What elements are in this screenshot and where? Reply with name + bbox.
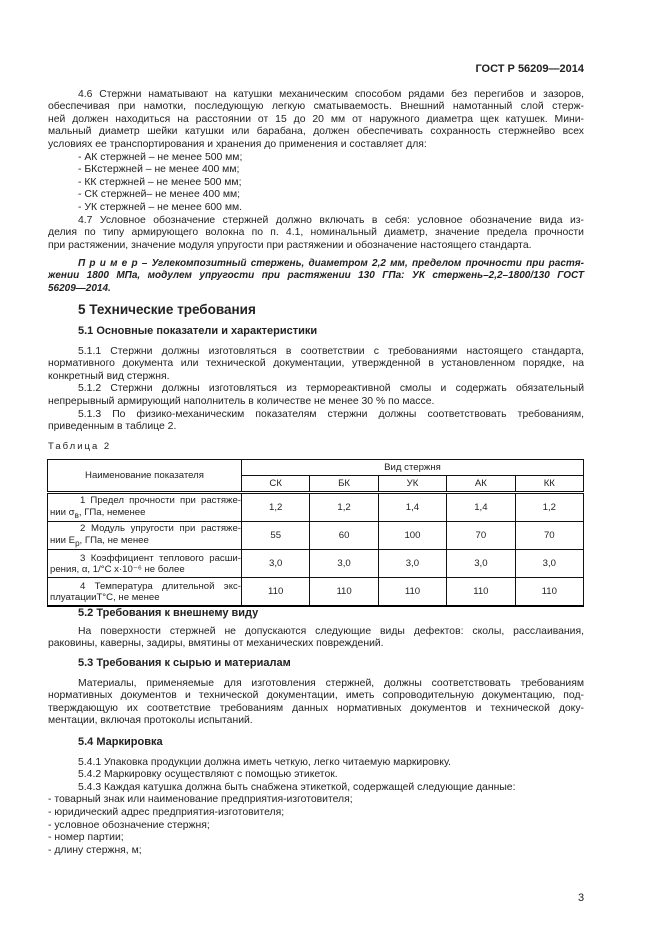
- text-line: 5.4.1 Упаковка продукции должна иметь четкую, легко читаемую маркировку.: [78, 756, 451, 768]
- text-line: 4.6 Стержни наматывают на катушки механическим способом рядами без перегибов и зазоров,: [78, 88, 584, 100]
- text-line: непрерывный армирующий наполнитель в количестве не менее 30 % по массе.: [48, 396, 435, 408]
- subsection-heading: 5.1 Основные показатели и характеристики: [78, 324, 318, 337]
- table-cell: 70: [515, 522, 583, 550]
- text-line: П р и м е р – Углекомпозитный стержень, диаметром 2,2 мм, пределом прочности при растя-: [78, 257, 584, 269]
- column-header: БК: [310, 476, 378, 493]
- text-line: ментации, включая протоколы испытаний.: [48, 715, 253, 727]
- label-text: плуатацииТ°С, не менее: [50, 592, 160, 603]
- label-line: 2 Модуль упругости при растяже-: [80, 523, 241, 535]
- table-cell: 100: [378, 522, 446, 550]
- table-cell: 110: [242, 578, 310, 607]
- table-caption: Таблица 2: [48, 441, 112, 452]
- text-line: На поверхности стержней не допускаются следующие виды дефектов: сколы, расслаивания,: [78, 625, 584, 637]
- list-item: - условное обозначение стержня;: [48, 819, 210, 831]
- table-row: [48, 493, 584, 522]
- text-line: обеспечивая при намотки, последующую легкую сматываемость. Внешний намотанный слой стерж-: [48, 101, 584, 113]
- table-cell: 3,0: [447, 550, 515, 578]
- label-line: [50, 592, 241, 604]
- text-line: нормативных документов и технической документации, иметь сопроводительную документацию, под-: [48, 690, 584, 702]
- text-line: 5.4.2 Маркировку осуществляют с помощью этикеток.: [78, 769, 338, 781]
- table-cell: 110: [447, 578, 515, 607]
- label-line: [50, 564, 241, 576]
- label-text: нии E: [50, 534, 76, 546]
- table-row: [48, 578, 584, 607]
- text-line: нормативного документа или технической документации, утвержденной в установленном порядке, на: [48, 358, 584, 370]
- text-line: мальный диаметр шейки катушки или барабана, должен обеспечивать сохранность стержнейво всех: [48, 126, 584, 138]
- text-line: условиях ее транспортирования и хранения до применения и составляет для:: [48, 139, 427, 151]
- column-header: Наименование показателя: [48, 460, 242, 493]
- row-label: [48, 522, 242, 550]
- text-line: раковины, каверны, задиры, вмятины от механических повреждений.: [48, 638, 384, 650]
- table-cell: 1,4: [447, 493, 515, 522]
- column-header: СК: [242, 476, 310, 493]
- section-heading: 5 Технические требования: [78, 302, 256, 317]
- row-label: [48, 578, 242, 607]
- table-row: [48, 550, 584, 578]
- label-subscript: р: [75, 538, 80, 548]
- text-line: делия по типу армирующего волокна по п. 4.1, номинальный диаметр, значение предела прочности: [48, 227, 584, 239]
- clause-5-1: [48, 346, 584, 434]
- table-row: [48, 522, 584, 550]
- subsection-heading: 5.2 Требования к внешнему виду: [78, 606, 259, 619]
- group-header: Вид стержня: [242, 460, 584, 476]
- subsection-heading: 5.3 Требования к сырью и материалам: [78, 656, 291, 669]
- table-cell: 3,0: [515, 550, 583, 578]
- example-note: [48, 258, 584, 296]
- table-cell: 3,0: [242, 550, 310, 578]
- table-cell: 1,2: [310, 493, 378, 522]
- list-item: - БКстержней – не менее 400 мм;: [78, 164, 240, 176]
- text-line: при растяжении, значение модуля упругости при растяжении и обозначение настоящего стандарта.: [48, 239, 532, 251]
- row-label: [48, 550, 242, 578]
- column-header: КК: [515, 476, 583, 493]
- text-line: тверждающую их соответствие требованиям данных нормативных документов и технической доку-: [48, 702, 584, 714]
- table-cell: 70: [447, 522, 515, 550]
- text-line: приведенным в таблице 2.: [48, 421, 177, 433]
- list-item: - СК стержней– не менее 400 мм;: [78, 189, 241, 201]
- document-header: ГОСТ Р 56209—2014: [475, 63, 584, 75]
- properties-table: [47, 459, 584, 607]
- list-item: - КК стержней – не менее 500 мм;: [78, 176, 242, 188]
- label-subscript: в: [74, 510, 79, 520]
- text-line: 56209—2014.: [48, 282, 111, 294]
- text-line: конкретный вид стержня.: [48, 370, 170, 382]
- list-item: - товарный знак или наименование предприятия-изготовителя;: [48, 794, 353, 806]
- table-cell: 3,0: [310, 550, 378, 578]
- label-text: , ГПа, неменее: [78, 506, 146, 518]
- text-line: 5.1.2 Стержни должны изготовляться из термореактивной смолы и содержать обязательный: [78, 383, 584, 395]
- text-line: 5.1.1 Стержни должны изготовляться в соответствии с требованиями настоящего стандарта,: [78, 345, 584, 357]
- text-line: жении 1800 МПа, модулем упругости при растяжении 130 ГПа: УК стержень–2,2–1800/130 ГОСТ: [48, 270, 584, 282]
- table-cell: 1,2: [242, 493, 310, 522]
- table-cell: 1,2: [515, 493, 583, 522]
- text-line: Материалы, применяемые для изготовления стержней, должны соответствовать требованиям: [78, 677, 584, 689]
- label-text: , ГПа, не менее: [79, 534, 149, 546]
- text-line: 5.4.3 Каждая катушка должна быть снабжена этикеткой, содержащей следующие данные:: [78, 781, 516, 793]
- table-cell: 60: [310, 522, 378, 550]
- list-item: - длину стержня, м;: [48, 844, 142, 856]
- clause-5-3: [48, 678, 584, 728]
- table-cell: 3,0: [378, 550, 446, 578]
- label-text: нии σ: [50, 506, 75, 518]
- table-cell: 110: [310, 578, 378, 607]
- table-cell: 55: [242, 522, 310, 550]
- label-line: [50, 507, 241, 521]
- list-item: - юридический адрес предприятия-изготовителя;: [48, 807, 285, 819]
- table-cell: 110: [378, 578, 446, 607]
- list-item: - УК стержней – не менее 600 мм.: [78, 202, 243, 214]
- text-line: 4.7 Условное обозначение стержней должно включать в себя: условное обозначение вида из-: [78, 214, 584, 226]
- list-item: - номер партии;: [48, 832, 124, 844]
- clause-5-4: [48, 757, 584, 858]
- clause-5-2: [48, 626, 584, 651]
- text-line: ней должен находиться на расстоянии от 15 до 20 мм от наружного диаметра щек катушек. Мини-: [48, 113, 584, 125]
- clause-4-6: [48, 89, 584, 253]
- table-cell: 1,4: [378, 493, 446, 522]
- column-header: УК: [378, 476, 446, 493]
- label-line: [50, 535, 241, 549]
- column-header: АК: [447, 476, 515, 493]
- label-line: 1 Предел прочности при растяже-: [80, 495, 241, 507]
- list-item: - АК стержней – не менее 500 мм;: [78, 151, 243, 163]
- row-label: [48, 493, 242, 522]
- label-line: 4 Температура длительной экс-: [80, 580, 241, 592]
- subsection-heading: 5.4 Маркировка: [78, 735, 163, 748]
- text-line: 5.1.3 По физико-механическим показателям стержни должны соответствовать требованиям,: [78, 408, 584, 420]
- page-number: 3: [578, 892, 585, 904]
- label-text: рения, α, 1/°С х·10⁻⁶ не более: [50, 564, 185, 575]
- label-line: 3 Коэффициент теплового расши-: [80, 552, 241, 564]
- table-cell: 110: [515, 578, 583, 607]
